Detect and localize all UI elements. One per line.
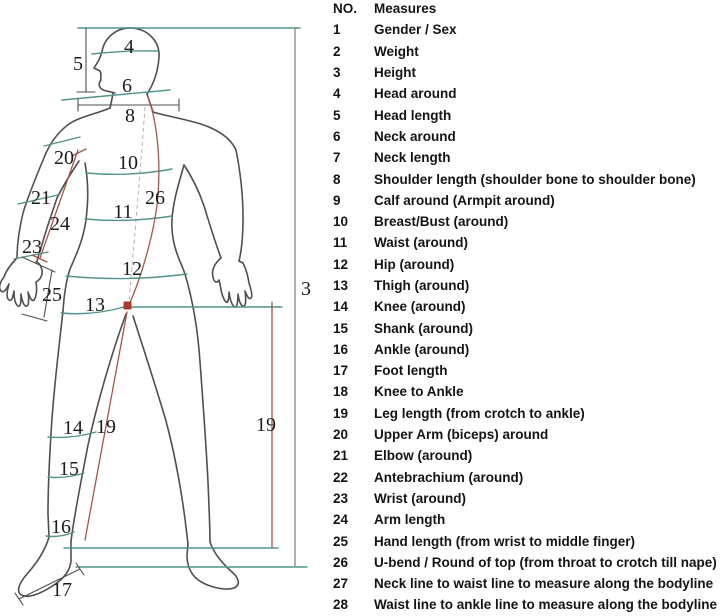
right-shoulder <box>153 112 236 150</box>
measures-list <box>333 0 720 616</box>
table-row <box>333 275 720 296</box>
table-row <box>333 530 720 551</box>
row-no: 8 <box>333 171 341 187</box>
row-label: Knee to Ankle <box>374 384 464 400</box>
right-foot <box>187 542 238 589</box>
row-label: Gender / Sex <box>374 22 457 38</box>
upper-arm-line <box>44 137 80 146</box>
table-row <box>333 339 720 360</box>
row-no: 26 <box>333 554 349 570</box>
row-label: Breast/Bust (around) <box>374 214 509 230</box>
row-no: 24 <box>333 512 349 528</box>
table-row <box>333 211 720 232</box>
row-label: Shoulder length (shoulder bone to shoulder bone) <box>374 171 696 187</box>
figure-label-21: 21 <box>31 187 51 209</box>
measures-header-row <box>333 0 720 19</box>
figure-label-15: 15 <box>59 458 79 480</box>
row-label: Elbow (around) <box>374 448 473 464</box>
table-row <box>333 445 720 466</box>
table-row <box>333 168 720 189</box>
figure-label-23: 23 <box>22 236 42 258</box>
row-no: 18 <box>333 384 349 400</box>
row-label: Height <box>374 65 416 81</box>
row-no: 14 <box>333 299 349 315</box>
row-no: 15 <box>333 320 349 336</box>
row-no: 3 <box>333 65 341 81</box>
figure-label-3: 3 <box>301 278 311 300</box>
row-no: 16 <box>333 341 349 357</box>
row-label: Antebrachium (around) <box>374 469 524 485</box>
row-label: Neck length <box>374 150 451 166</box>
row-label: Arm length <box>374 512 446 528</box>
table-row <box>333 126 720 147</box>
header-measures: Measures <box>374 1 437 17</box>
figure-label-11: 11 <box>113 201 133 223</box>
head-outline <box>130 28 159 94</box>
row-label: Ankle (around) <box>374 341 470 357</box>
row-no: 1 <box>333 22 341 38</box>
row-no: 4 <box>333 86 341 102</box>
table-row <box>333 488 720 509</box>
row-label: U-bend / Round of top (from throat to crotch till nape) <box>374 554 717 570</box>
table-row <box>333 360 720 381</box>
row-no: 23 <box>333 490 349 506</box>
left-leg-outer <box>48 311 63 537</box>
row-label: Waist (around) <box>374 235 468 251</box>
figure-label-26: 26 <box>145 187 165 209</box>
figure-label-4: 4 <box>124 36 134 58</box>
row-label: Head around <box>374 86 457 102</box>
figure-label-16: 16 <box>51 516 71 538</box>
table-row <box>333 317 720 338</box>
row-label: Head length <box>374 107 452 123</box>
right-leg-inner <box>133 316 188 544</box>
row-no: 27 <box>333 576 349 592</box>
table-row <box>333 190 720 211</box>
figure-label-14: 14 <box>63 417 83 439</box>
figure-label-6: 6 <box>122 75 132 97</box>
row-no: 17 <box>333 363 349 379</box>
figure-label-19: 19 <box>256 414 276 436</box>
figure-label-19: 19 <box>96 416 116 438</box>
figure-label-5: 5 <box>73 53 83 75</box>
row-no: 25 <box>333 533 349 549</box>
row-label: Leg length (from crotch to ankle) <box>374 405 585 421</box>
row-label: Hand length (from wrist to middle finger) <box>374 533 635 549</box>
row-label: Shank (around) <box>374 320 474 336</box>
row-label: Neck around <box>374 128 456 144</box>
torso-right <box>172 165 185 274</box>
row-label: Knee (around) <box>374 299 466 315</box>
figure-label-13: 13 <box>85 294 105 316</box>
measures-rows <box>333 19 720 615</box>
table-row <box>333 573 720 594</box>
row-label: Hip (around) <box>374 256 455 272</box>
row-no: 10 <box>333 214 349 230</box>
row-no: 7 <box>333 150 341 166</box>
row-label: Upper Arm (biceps) around <box>374 427 549 443</box>
header-no: NO. <box>333 1 358 17</box>
length-lines <box>32 28 295 566</box>
row-label: Thigh (around) <box>374 278 470 293</box>
row-no: 22 <box>333 469 349 485</box>
row-no: 5 <box>333 107 341 123</box>
row-no: 12 <box>333 256 349 272</box>
table-row <box>333 41 720 62</box>
row-label: Calf around (Armpit around) <box>374 192 555 208</box>
table-row <box>333 147 720 168</box>
table-row <box>333 254 720 275</box>
figure-label-12: 12 <box>122 258 142 280</box>
figure-number-labels <box>22 36 311 601</box>
table-row <box>333 594 720 615</box>
figure-label-25: 25 <box>42 284 62 306</box>
figure-label-24: 24 <box>50 213 70 235</box>
foot-length-line <box>15 563 84 605</box>
table-row <box>333 83 720 104</box>
table-row <box>333 552 720 573</box>
row-no: 9 <box>333 192 341 208</box>
row-label: Foot length <box>374 363 448 379</box>
table-row <box>333 19 720 40</box>
table-row <box>333 62 720 83</box>
figure-label-17: 17 <box>52 579 72 601</box>
body-measurement-diagram <box>0 0 330 616</box>
torso-left <box>63 163 88 311</box>
row-no: 2 <box>333 43 341 59</box>
right-leg-outer <box>185 274 210 542</box>
figure-label-20: 20 <box>54 147 74 169</box>
row-no: 11 <box>333 235 348 251</box>
row-label: Neck line to waist line to measure along the bodyline <box>374 576 714 592</box>
table-row <box>333 403 720 424</box>
row-no: 20 <box>333 427 349 443</box>
row-no: 28 <box>333 597 349 613</box>
right-arm-inner <box>184 165 221 258</box>
row-no: 6 <box>333 128 341 144</box>
left-hand <box>0 258 42 306</box>
crotch-marker <box>124 302 131 309</box>
figure-label-10: 10 <box>118 152 138 174</box>
table-row <box>333 467 720 488</box>
right-hand <box>212 258 251 307</box>
figure-label-8: 8 <box>125 105 135 127</box>
table-row <box>333 296 720 317</box>
table-row <box>333 232 720 253</box>
row-no: 21 <box>333 448 349 464</box>
table-row <box>333 424 720 445</box>
row-label: Waist line to ankle line to measure along the bodyline <box>374 597 718 613</box>
row-no: 13 <box>333 278 349 293</box>
left-arm-inner <box>37 161 79 261</box>
table-row <box>333 381 720 402</box>
row-label: Wrist (around) <box>374 490 466 506</box>
row-no: 19 <box>333 405 349 421</box>
table-row <box>333 104 720 125</box>
row-label: Weight <box>374 43 419 59</box>
table-row <box>333 509 720 530</box>
right-arm-outer <box>236 150 243 261</box>
